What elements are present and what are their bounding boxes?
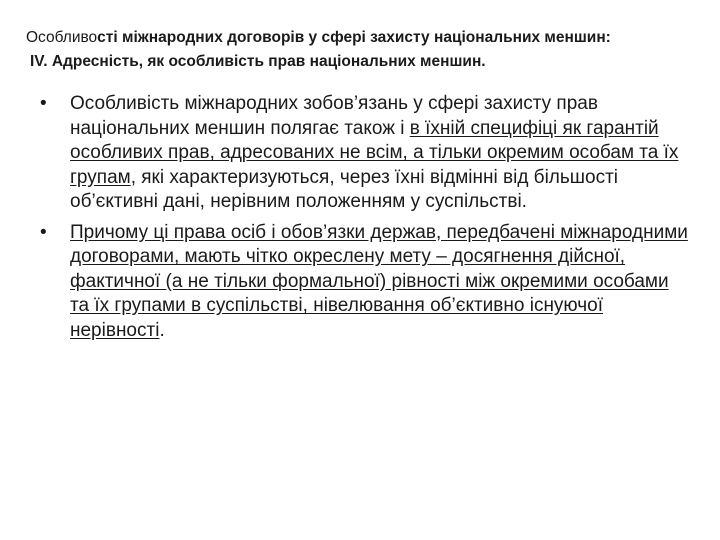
title-line-1-prefix: Особливо: [26, 29, 98, 46]
bullet-item-1: [40, 92, 690, 215]
bullet-1-underlined-text: в їхній специфіці як гарантій особливих прав, адресованих не всім, а тільки окремим особам та їх групам: [70, 117, 679, 188]
bullet-dot-icon: •: [40, 221, 47, 243]
bullet-2-text-end: .: [159, 319, 165, 341]
slide-title: [26, 26, 698, 74]
bullet-list: [40, 92, 690, 349]
bullet-2-underlined-text: Причому ці права осіб і обов’язки держав, передбачені міжнародними договорами, мають чітко окреслену мету – досягнення дійсної, фактичної (а не тільки формальної) рівності між окремими особами та їх групами в суспільстві, нівелювання об’єктивно існуючої нерівності: [70, 221, 688, 341]
bullet-item-2: [40, 221, 690, 344]
bullet-dot-icon: •: [40, 93, 47, 114]
bullet-1-text-end: , які характеризуються, через їхні відмінні від більшості об’єктивні дані, нерівним положенням у суспільстві.: [70, 166, 619, 212]
title-line-1: [26, 26, 698, 50]
title-line-2: IV. Адресність, як особливість прав національних меншин.: [30, 53, 486, 70]
bullet-1-text: Особливість міжнародних зобов’язань у сфері захисту прав національних меншин полягає також і: [70, 93, 598, 139]
title-line-1-rest: сті міжнародних договорів у сфері захисту національних меншин:: [97, 29, 611, 46]
